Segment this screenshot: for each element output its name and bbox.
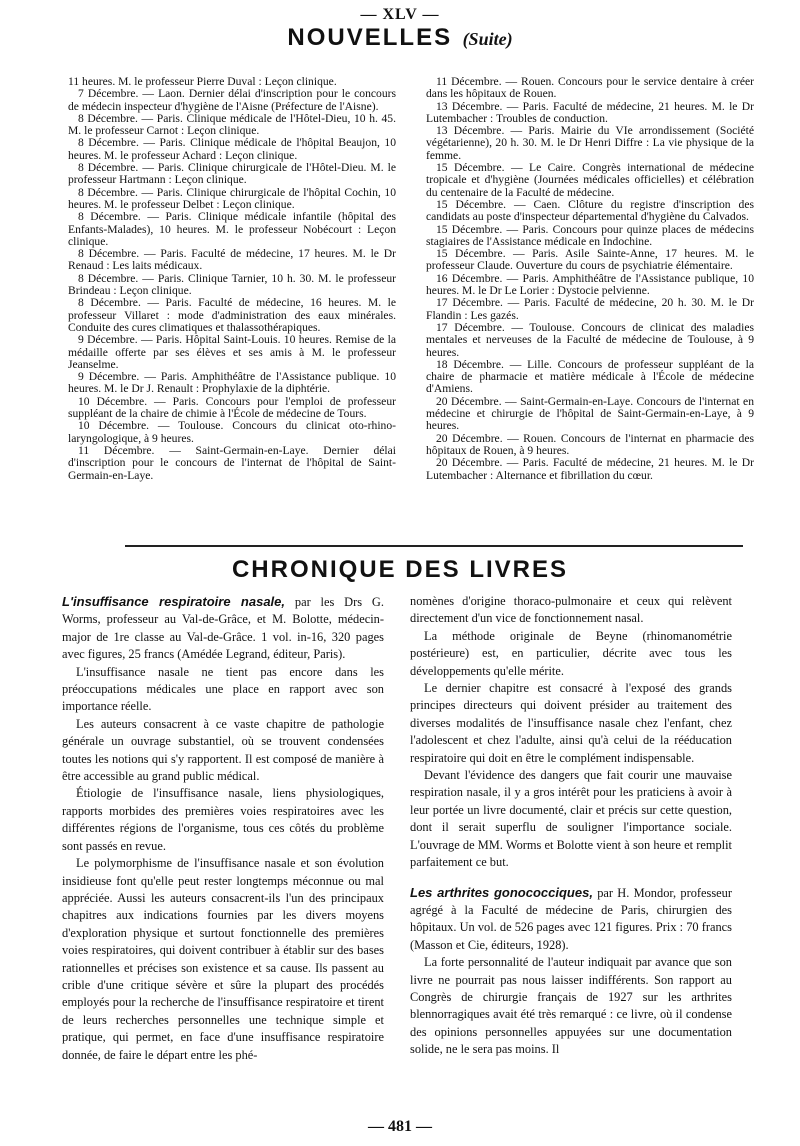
section-title-nouvelles <box>0 24 800 52</box>
review-paragraph: La forte personnalité de l'auteur indiquait par avance que son livre ne pourrait pas nous laisser indifférents. Son rapport au Congrès de chirurgie français de 1927 sur les arthrites blennorragiques avait été très remarqué : ce livre, où il condense des opinions personnelles appuyées sur une documentation solide, ne le sera pas moins. Il <box>410 955 732 1057</box>
news-entry: 8 Décembre. — Paris. Clinique médicale de l'Hôtel-Dieu, 10 h. 45. M. le professeur Carnot : Leçon clinique. <box>68 111 396 138</box>
section-title-chronique: CHRONIQUE DES LIVRES <box>231 556 569 583</box>
news-entry: 15 Décembre. — Paris. Asile Sainte-Anne, 17 heures. M. le professeur Claude. Ouverture du cours de psychiatrie élémentaire. <box>426 247 754 273</box>
news-entry: 18 Décembre. — Lille. Concours de professeur suppléant de la chaire de pharmacie et matière médicale à l'École de médecine d'Amiens. <box>426 357 754 396</box>
news-entry: 15 Décembre. — Caen. Clôture du registre d'inscription des candidats au poste d'inspecteur départemental d'hygiène du Calvados. <box>426 197 754 224</box>
section-divider <box>125 545 743 547</box>
news-entry: 8 Décembre. — Paris. Clinique médicale infantile (hôpital des Enfants-Malades), 10 heures. M. le professeur Nobécourt : Leçon clinique. <box>68 210 396 248</box>
page-footer-number: — 481 — <box>368 1118 432 1135</box>
news-entry: 11 Décembre. — Rouen. Concours pour le service dentaire à créer dans les hôpitaux de Rouen. <box>426 75 754 101</box>
news-entry: 7 Décembre. — Laon. Dernier délai d'inscription pour le concours de médecin inspecteur d'hygiène de l'Aisne (Préfecture de l'Aisne). <box>68 87 396 113</box>
news-entry: 8 Décembre. — Paris. Clinique chirurgicale de l'Hôtel-Dieu. M. le professeur Hartmann : Leçon clinique. <box>68 161 396 187</box>
news-entry: 13 Décembre. — Paris. Faculté de médecine, 21 heures. M. le Dr Lutembacher : Troubles de conduction. <box>426 99 754 125</box>
news-entry: 9 Décembre. — Paris. Amphithéâtre de l'Assistance publique. 10 heures. M. le Dr J. Renault : Prophylaxie de la diphtérie. <box>68 370 396 396</box>
book-title: L'insuffisance respiratoire nasale, <box>62 594 286 609</box>
review-paragraph: Étiologie de l'insuffisance nasale, liens physiologiques, rapports morbides des premières voies respiratoires avec les différentes régions de l'organisme, tous ces côtés du problème sont passés en revue. <box>62 786 384 853</box>
news-entry: 8 Décembre. — Paris. Clinique médicale de l'hôpital Beaujon, 10 heures. M. le professeur Achard : Leçon clinique. <box>68 136 396 162</box>
news-entry: 10 Décembre. — Toulouse. Concours du clinicat oto-rhino-laryngologique, à 9 heures. <box>68 419 396 445</box>
review-paragraph: Le polymorphisme de l'insuffisance nasale et son évolution insidieuse font qu'elle peut rester longtemps méconnue ou mal appréciée. Aussi les auteurs consacrent-ils l'un des principaux chapitres aux indications fournies par les divers moyens d'exploration physique et surtout fonctionnelle des premières voies respiratoires, qui doivent contribuer à établir sur des bases rationnelles et précises son existence et sa cause. Ils passent au crible d'une critique sévère et sûre la plupart des procédés employés pour la recherche de l'insuffisance respiratoire et tirent de leurs recherches personnelles une technique simple et pratique, qui permet, en face d'une insuffisance respiratoire donnée, de faire le départ entre les phé- <box>62 856 384 1062</box>
nouvelles-title: NOUVELLES <box>287 24 453 51</box>
news-entry: 11 heures. M. le professeur Pierre Duval : Leçon clinique. <box>68 75 337 88</box>
review-paragraph: Les auteurs consacrent à ce vaste chapitre de pathologie générale un ouvrage substantiel, où se trouvent condensées toutes les notions qui s'y rapportent. Il est composé de manière à être accessible au grand public médical. <box>62 716 384 784</box>
news-entry: 15 Décembre. — Paris. Concours pour quinze places de médecins stagiaires de l'Assistance médicale en Indochine. <box>426 222 754 248</box>
book-review-header <box>62 593 384 664</box>
review-paragraph: Devant l'évidence des dangers que fait courir une mauvaise respiration nasale, il y a gros intérêt pour les praticiens à avoir à leur portée un livre documenté, clair et précis sur cette question, dont il serait superflu de souligner l'importance sociale. L'ouvrage de MM. Worms et Bolotte vient à son heure et remplit parfaitement ce but. <box>410 768 732 870</box>
chronique-right-column <box>410 593 732 1059</box>
news-entry: 8 Décembre. — Paris. Faculté de médecine, 17 heures. M. le Dr Renaud : Les laits médicaux. <box>68 247 396 273</box>
news-entry: 13 Décembre. — Paris. Mairie du VIe arrondissement (Société végétarienne), 20 h. 30. M. le Dr Henri Diffre : La vie physique de la femme. <box>426 124 754 162</box>
news-entry: 11 Décembre. — Saint-Germain-en-Laye. Dernier délai d'inscription pour le concours de l'internat de l'hôpital de Saint-Germain-en-Laye. <box>68 443 396 482</box>
news-entry: 16 Décembre. — Paris. Amphithéâtre de l'Assistance publique, 10 heures. M. le Dr Le Lorier : Dystocie pelvienne. <box>426 271 754 298</box>
news-entry: 17 Décembre. — Toulouse. Concours de clinicat des maladies mentales et nerveuses de la Faculté de médecine de Toulouse, à 9 heures. <box>426 320 754 359</box>
news-entry: 15 Décembre. — Le Caire. Congrès international de médecine tropicale et d'hygiène (Journées médicales officielles) et célébration du centenaire de la Faculté de médecine. <box>426 161 754 199</box>
news-entry: 8 Décembre. — Paris. Clinique Tarnier, 10 h. 30. M. le professeur Brindeau : Leçon clinique. <box>68 271 396 298</box>
news-entry: 20 Décembre. — Paris. Faculté de médecine, 21 heures. M. le Dr Lutembacher : Alternance et fibrillation du cœur. <box>426 456 754 482</box>
review-paragraph: La méthode originale de Beyne (rhinomanométrie postérieure) est, en particulier, décrite avec tous les développements qu'elle mérite. <box>410 628 732 678</box>
chronique-left-column <box>62 593 384 1064</box>
book-title: Les arthrites gonococciques, <box>410 884 593 900</box>
news-entry: 20 Décembre. — Saint-Germain-en-Laye. Concours de l'internat en médecine et chirurgie de l'hôpital de Saint-Germain-en-Laye, à 9 heures. <box>426 394 754 433</box>
news-entry: 8 Décembre. — Paris. Clinique chirurgicale de l'hôpital Cochin, 10 heures. M. le professeur Delbet : Leçon clinique. <box>68 185 396 211</box>
news-entry: 8 Décembre. — Paris. Faculté de médecine, 16 heures. M. le professeur Villaret : mode d'administration des eaux minérales. Conduite des cures climatiques et thalassothérapiques. <box>68 296 396 334</box>
news-entry: 17 Décembre. — Paris. Faculté de médecine, 20 h. 30. M. le Dr Flandin : Les gazés. <box>426 296 754 322</box>
review-paragraph: nomènes d'origine thoraco-pulmonaire et ceux qui relèvent directement d'un vice de fonctionnement nasal. <box>410 594 732 626</box>
review-paragraph: L'insuffisance nasale ne tient pas encore dans les préoccupations médicales une place en rapport avec son importance réelle. <box>62 664 384 714</box>
news-entry: 10 Décembre. — Paris. Concours pour l'emploi de professeur suppléant de la chaire de chimie à l'École de médecine de Tours. <box>68 394 396 421</box>
news-entry: 9 Décembre. — Paris. Hôpital Saint-Louis. 10 heures. Remise de la médaille offerte par ses élèves et ses amis à M. le professeur Jeanselme. <box>68 333 396 371</box>
book-reference: par les Drs G. Worms, professeur au Val-de-Grâce, et M. Bolotte, médecin-major de 1re classe au Val-de-Grâce. 1 vol. in-16, 320 pages avec figures, 25 francs (Amédée Legrand, éditeur, Paris). <box>62 595 384 662</box>
book-review-header <box>410 884 732 955</box>
review-paragraph: Le dernier chapitre est consacré à l'exposé des grands principes directeurs qui doivent présider au traitement des diverses modalités de l'insuffisance nasale chez l'enfant, chez l'adolescent et chez l'adulte, ainsi qu'à celui de la rééducation respiratoire qui doit en être le complément indispensable. <box>410 681 732 765</box>
nouvelles-right-column <box>426 76 754 482</box>
book-reference: par H. Mondor, professeur agrégé à la Faculté de médecine de Paris, chirurgien des hôpitaux. Un vol. de 526 pages avec 121 figures. Prix : 70 francs (Masson et Cie, éditeurs, 1928). <box>410 885 732 952</box>
nouvelles-suite: (Suite) <box>462 29 513 49</box>
news-entry: 20 Décembre. — Rouen. Concours de l'internat en pharmacie des hôpitaux de Rouen, à 9 heures. <box>426 431 754 457</box>
page-header-number: — XLV — <box>360 6 440 23</box>
nouvelles-left-column <box>68 76 396 482</box>
